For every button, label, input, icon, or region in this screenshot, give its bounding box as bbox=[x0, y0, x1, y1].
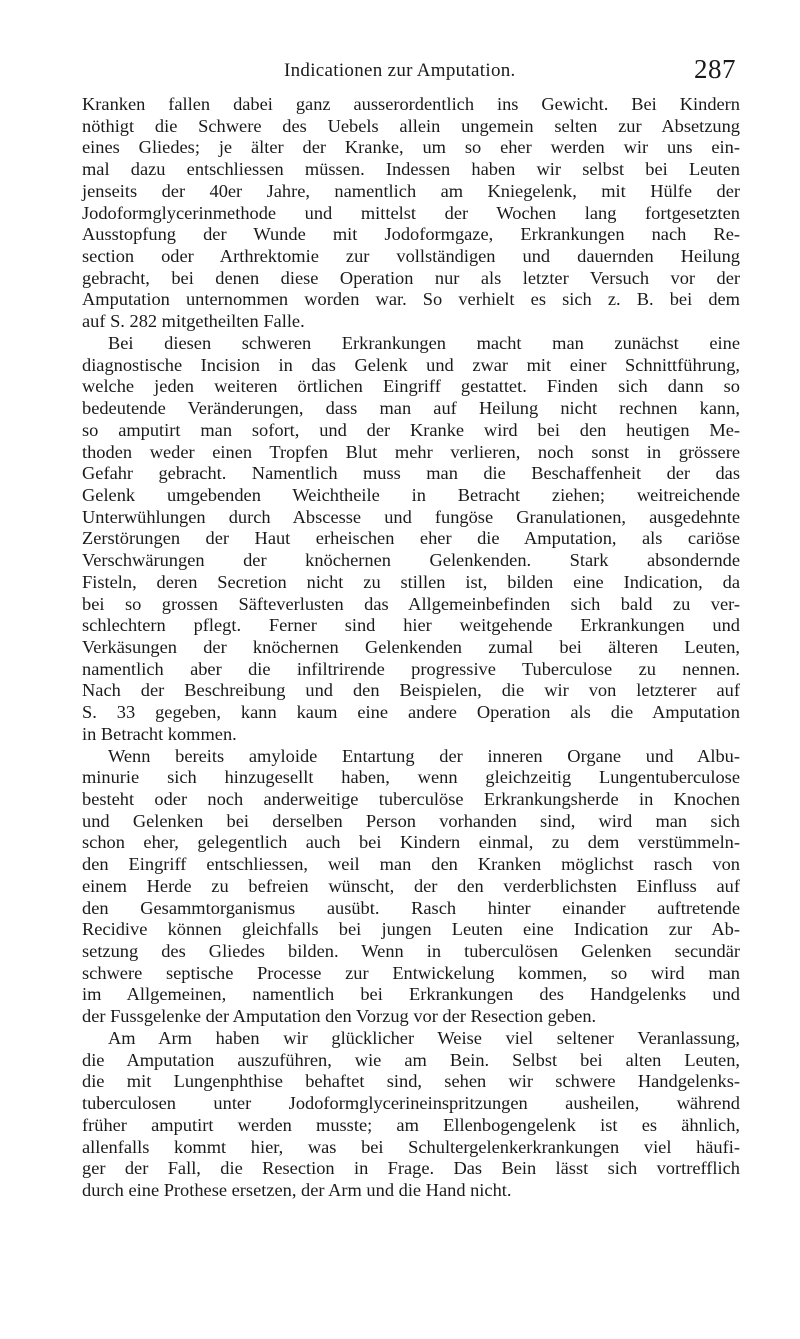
text-line: Jodoformglycerinmethode und mittelst der Wochen lang fortgesetzten bbox=[82, 202, 740, 223]
text-line: mal dazu entschliessen müssen. Indessen haben wir selbst bei Leuten bbox=[82, 159, 740, 180]
text-line: schon eher, gelegentlich auch bei Kindern einmal, zu dem verstümmeln- bbox=[82, 832, 740, 853]
text-line: setzung des Gliedes bilden. Wenn in tuberculösen Gelenken secundär bbox=[82, 941, 740, 962]
text-line: minurie sich hinzugesellt haben, wenn gleichzeitig Lungentuberculose bbox=[82, 767, 740, 788]
text-line: gebracht, bei denen diese Operation nur als letzter Versuch vor der bbox=[82, 267, 740, 288]
running-title: Indicationen zur Amputation. bbox=[284, 60, 516, 81]
text-line: Kranken fallen dabei ganz ausserordentlich ins Gewicht. Bei Kindern bbox=[82, 94, 740, 114]
text-line: thoden weder einen Tropfen Blut mehr verlieren, noch sonst in grössere bbox=[82, 441, 740, 462]
text-line: Am Arm haben wir glücklicher Weise viel seltener Veranlassung, bbox=[108, 1027, 740, 1048]
text-line: den Gesammtorganismus ausübt. Rasch hinter einander auftretende bbox=[82, 897, 740, 918]
text-line: Wenn bereits amyloide Entartung der inneren Organe und Albu- bbox=[108, 745, 740, 766]
text-line: Verschwärungen der knöchernen Gelenkenden. Stark absondernde bbox=[82, 550, 740, 571]
text-line: Zerstörungen der Haut erheischen eher die Amputation, als cariöse bbox=[82, 528, 740, 549]
text-line: Verkäsungen der knöchernen Gelenkenden zumal bei älteren Leuten, bbox=[82, 636, 740, 657]
text-line: besteht oder noch anderweitige tuberculöse Erkrankungsherde in Knochen bbox=[82, 789, 740, 809]
text-line: so amputirt man sofort, und der Kranke wird bei den heutigen Me- bbox=[82, 419, 740, 440]
text-line: Gefahr gebracht. Namentlich muss man die Beschaffenheit der das bbox=[82, 463, 740, 484]
text-line: den Eingriff entschliessen, weil man den Kranken möglichst rasch von bbox=[82, 854, 740, 875]
text-line: tuberculosen unter Jodoformglycerineinspritzungen ausheilen, während bbox=[82, 1093, 740, 1114]
text-line: der Fussgelenke der Amputation den Vorzug vor der Resection geben. bbox=[82, 1006, 597, 1027]
text-line: Recidive können gleichfalls bei jungen Leuten eine Indication zur Ab- bbox=[82, 919, 740, 940]
text-line: diagnostische Incision in das Gelenk und zwar mit einer Schnittführung, bbox=[82, 354, 740, 375]
running-head bbox=[82, 54, 736, 90]
text-line: einem Herde zu befreien wünscht, der den verderblichsten Einfluss auf bbox=[82, 875, 740, 896]
text-line: Ausstopfung der Wunde mit Jodoformgaze, Erkrankungen nach Re- bbox=[82, 224, 740, 245]
text-line: die Amputation auszuführen, wie am Bein. Selbst bei alten Leuten, bbox=[82, 1049, 740, 1070]
text-line: S. 33 gegeben, kann kaum eine andere Operation als die Amputation bbox=[82, 702, 740, 723]
text-line: und Gelenken bei derselben Person vorhanden sind, wird man sich bbox=[82, 810, 740, 831]
text-line: welche jeden weiteren örtlichen Eingriff gestattet. Finden sich dann so bbox=[82, 376, 740, 397]
text-line: Gelenk umgebenden Weichtheile in Betracht ziehen; weitreichende bbox=[82, 484, 740, 505]
text-line: bei so grossen Säfteverlusten das Allgemeinbefinden sich bald zu ver- bbox=[82, 593, 740, 614]
text-line: allenfalls kommt hier, was bei Schultergelenkerkrankungen viel häufi- bbox=[82, 1136, 740, 1157]
text-line: Fisteln, deren Secretion nicht zu stillen ist, bilden eine Indication, da bbox=[82, 571, 740, 592]
text-line: früher amputirt werden musste; am Ellenbogengelenk ist es ähnlich, bbox=[82, 1114, 740, 1135]
text-line: Amputation unternommen worden war. So verhielt es sich z. B. bei dem bbox=[82, 289, 740, 310]
text-line: Unterwühlungen durch Abscesse und fungöse Granulationen, ausgedehnte bbox=[82, 506, 740, 527]
text-line: die mit Lungenphthise behaftet sind, sehen wir schwere Handgelenks- bbox=[82, 1071, 740, 1092]
text-line: Nach der Beschreibung und den Beispielen, die wir von letzterer auf bbox=[82, 680, 740, 701]
text-line: ger der Fall, die Resection in Frage. Das Bein lässt sich vortrefflich bbox=[82, 1158, 740, 1179]
text-line: durch eine Prothese ersetzen, der Arm und die Hand nicht. bbox=[82, 1179, 512, 1200]
text-line: schwere septische Processe zur Entwickelung kommen, so wird man bbox=[82, 962, 740, 983]
text-line: in Betracht kommen. bbox=[82, 723, 237, 744]
text-line: im Allgemeinen, namentlich bei Erkrankungen des Handgelenks und bbox=[82, 984, 740, 1005]
text-line: nöthigt die Schwere des Uebels allein ungemein selten zur Absetzung bbox=[82, 115, 740, 136]
text-line: Bei diesen schweren Erkrankungen macht man zunächst eine bbox=[108, 332, 740, 353]
text-line: jenseits der 40er Jahre, namentlich am Kniegelenk, mit Hülfe der bbox=[82, 180, 740, 201]
text-line: eines Gliedes; je älter der Kranke, um so eher werden wir uns ein- bbox=[82, 137, 740, 158]
text-line: auf S. 282 mitgetheilten Falle. bbox=[82, 311, 305, 332]
page-number: 287 bbox=[694, 54, 736, 84]
text-line: namentlich aber die infiltrirende progressive Tuberculose zu nennen. bbox=[82, 658, 740, 679]
body-text bbox=[82, 94, 740, 1202]
text-line: bedeutende Veränderungen, dass man auf Heilung nicht rechnen kann, bbox=[82, 398, 740, 419]
text-line: section oder Arthrektomie zur vollständigen und dauernden Heilung bbox=[82, 246, 740, 267]
text-line: schlechtern pflegt. Ferner sind hier weitgehende Erkrankungen und bbox=[82, 615, 740, 636]
